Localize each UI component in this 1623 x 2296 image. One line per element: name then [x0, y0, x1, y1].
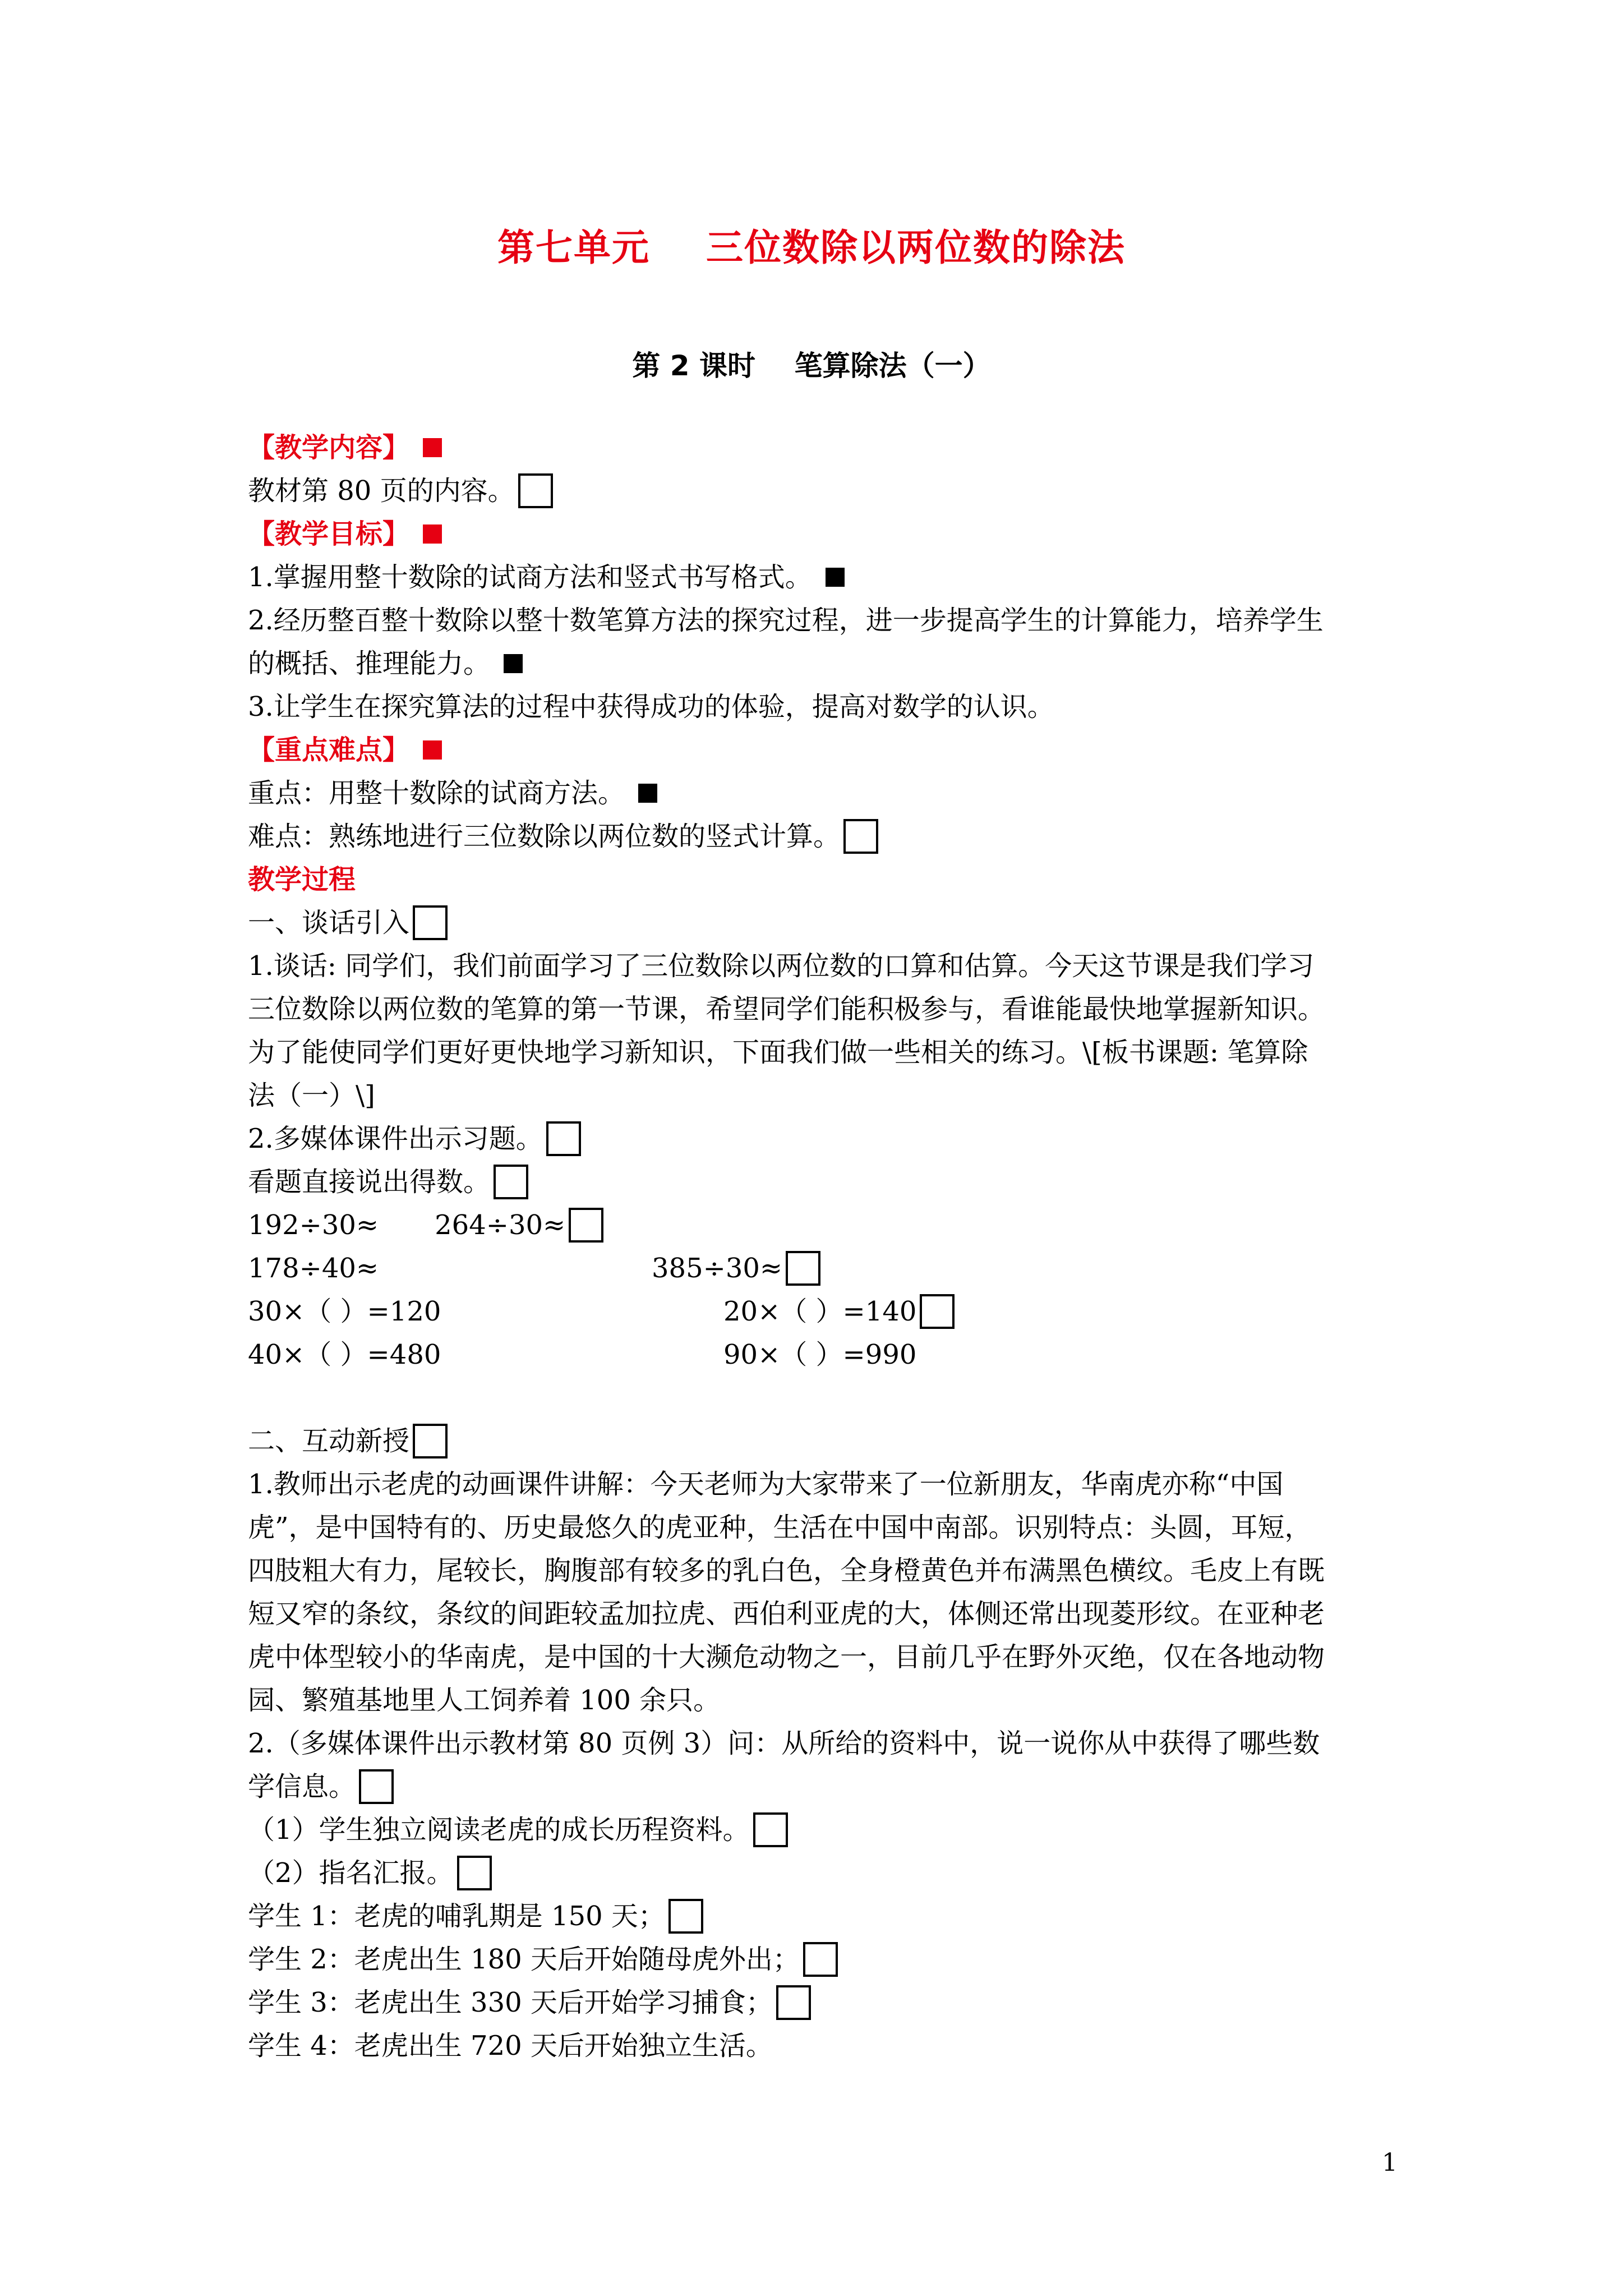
paragraph-text: 为了能使同学们更好更快地学习新知识，下面我们做一些相关的练习。\[板书课题: 笔算除 — [248, 1037, 1308, 1068]
paragraph-text: 教材第 80 页的内容。 — [248, 475, 515, 507]
paragraph-text: 1.教师出示老虎的动画课件讲解：今天老师为大家带来了一位新朋友，华南虎亦称“中国 — [248, 1469, 1284, 1500]
exercise-item: 40×（ ）=480 — [248, 1339, 441, 1370]
paragraph-text: （1）学生独立阅读老虎的成长历程资料。 — [248, 1814, 750, 1846]
section-heading: 【重点难点】 — [248, 734, 410, 766]
paragraph-text: 看题直接说出得数。 — [248, 1166, 491, 1198]
empty-box-mark — [776, 1985, 811, 2020]
empty-box-mark — [413, 905, 448, 940]
section-heading: 教学过程 — [248, 864, 356, 895]
exercise-item: 264÷30≈ — [435, 1209, 566, 1241]
text-line — [248, 1636, 1403, 1679]
empty-box-mark — [803, 1942, 838, 1977]
text-line — [248, 1895, 1403, 1938]
text-line — [248, 1679, 1403, 1722]
exercise-row — [248, 1204, 1403, 1247]
exercise-item: 385÷30≈ — [652, 1253, 783, 1284]
paragraph-text: 3.让学生在探究算法的过程中获得成功的体验，提高对数学的认识。 — [248, 691, 1054, 723]
paragraph-text: 四肢粗大有力，尾较长，胸腹部有较多的乳白色，全身橙黄色并布满黑色横纹。毛皮上有既 — [248, 1555, 1325, 1586]
text-line — [248, 988, 1403, 1031]
empty-box-mark — [494, 1165, 528, 1199]
text-line — [248, 1161, 1403, 1204]
text-line — [248, 685, 1403, 729]
paragraph-text: 三位数除以两位数的笔算的第一节课，希望同学们能积极参与，看谁能最快地掌握新知识。 — [248, 993, 1325, 1025]
text-line — [248, 1506, 1403, 1549]
paragraph-text: 学信息。 — [248, 1771, 356, 1802]
text-line — [248, 1074, 1403, 1117]
paragraph-text: 学生 2：老虎出生 180 天后开始随母虎外出； — [248, 1944, 800, 1975]
text-line — [248, 1031, 1403, 1074]
text-line — [248, 772, 1403, 815]
text-line — [248, 1981, 1403, 2024]
paragraph-text: 2.经历整百整十数除以整十数笔算方法的探究过程，进一步提高学生的计算能力，培养学生 — [248, 605, 1324, 636]
process-heading-line — [248, 858, 1403, 901]
text-line — [248, 1765, 1403, 1809]
text-line — [248, 599, 1403, 642]
content-heading-line — [248, 426, 1403, 470]
paragraph-text: 重点：用整十数除的试商方法。 — [248, 777, 625, 809]
text-line — [248, 1852, 1403, 1895]
text-line — [248, 1593, 1403, 1636]
spacer — [248, 1377, 1403, 1420]
part-heading: 一、谈话引入 — [248, 907, 410, 938]
text-line — [248, 1938, 1403, 1981]
paragraph-text: 学生 3：老虎出生 330 天后开始学习捕食； — [248, 1987, 773, 2018]
black-square-mark — [504, 654, 523, 673]
paragraph-text: 难点：熟练地进行三位数除以两位数的竖式计算。 — [248, 821, 841, 852]
text-line — [248, 901, 1403, 945]
text-line — [248, 1722, 1403, 1765]
empty-box-mark — [413, 1424, 448, 1458]
text-line — [248, 470, 1403, 513]
paragraph-text: 学生 1：老虎的哺乳期是 150 天； — [248, 1901, 665, 1932]
paragraph-text: 法（一）\] — [248, 1080, 375, 1111]
exercise-item: 192÷30≈ — [248, 1209, 379, 1241]
empty-box-mark — [753, 1812, 788, 1847]
exercise-item: 90×（ ）=990 — [723, 1339, 917, 1370]
paragraph-text: 短又窄的条纹，条纹的间距较孟加拉虎、西伯利亚虎的大，体侧还常出现菱形纹。在亚种老 — [248, 1598, 1325, 1630]
paragraph-text: 虎中体型较小的华南虎，是中国的十大濒危动物之一，目前几乎在野外灭绝，仅在各地动物 — [248, 1641, 1325, 1673]
page-number: 1 — [1382, 2148, 1398, 2177]
exercise-item: 20×（ ）=140 — [723, 1296, 917, 1327]
text-line — [248, 815, 1403, 858]
lesson-subtitle: 第 2 课时 笔算除法（一） — [632, 349, 991, 382]
exercise-row — [248, 1333, 1403, 1377]
empty-box-mark — [668, 1899, 703, 1934]
exercise-row — [248, 1290, 1403, 1333]
section-heading: 【教学目标】 — [248, 518, 410, 550]
text-line — [248, 642, 1403, 685]
red-square-mark — [423, 438, 442, 457]
paragraph-text: 1.掌握用整十数除的试商方法和竖式书写格式。 — [248, 562, 812, 593]
text-line — [248, 1117, 1403, 1161]
key-heading-line — [248, 729, 1403, 772]
black-square-mark — [826, 568, 845, 587]
text-line — [248, 945, 1403, 988]
text-line — [248, 556, 1403, 599]
empty-box-mark — [843, 819, 878, 854]
text-line — [248, 2024, 1403, 2068]
empty-box-mark — [569, 1208, 603, 1243]
unit-title-right: 三位数除以两位数的除法 — [706, 226, 1126, 269]
paragraph-text: 虎”，是中国特有的、历史最悠久的虎亚种，生活在中国中南部。识别特点：头圆，耳短， — [248, 1512, 1312, 1543]
text-line — [248, 1549, 1403, 1593]
text-line — [248, 1420, 1403, 1463]
empty-box-mark — [546, 1121, 581, 1156]
unit-title — [0, 218, 1623, 271]
text-line — [248, 1809, 1403, 1852]
empty-box-mark — [920, 1294, 955, 1329]
red-square-mark — [423, 740, 442, 760]
section-heading: 【教学内容】 — [248, 432, 410, 463]
red-square-mark — [423, 524, 442, 544]
text-line — [248, 1463, 1403, 1506]
exercise-item: 178÷40≈ — [248, 1253, 379, 1284]
unit-title-left: 第七单元 — [497, 226, 651, 269]
paragraph-text: 2.（多媒体课件出示教材第 80 页例 3）问：从所给的资料中，说一说你从中获得了哪些数 — [248, 1728, 1320, 1759]
paragraph-text: （2）指名汇报。 — [248, 1857, 454, 1889]
exercise-item: 30×（ ）=120 — [248, 1296, 441, 1327]
document-body — [248, 426, 1403, 2068]
empty-box-mark — [786, 1251, 820, 1286]
part-heading: 二、互动新授 — [248, 1425, 410, 1457]
black-square-mark — [638, 784, 657, 803]
paragraph-text: 的概括、推理能力。 — [248, 648, 491, 679]
paragraph-text: 学生 4：老虎出生 720 天后开始独立生活。 — [248, 2030, 773, 2062]
exercise-row — [248, 1247, 1403, 1290]
goals-heading-line — [248, 513, 1403, 556]
paragraph-text: 1.谈话: 同学们，我们前面学习了三位数除以两位数的口算和估算。今天这节课是我们学习 — [248, 950, 1315, 982]
empty-box-mark — [457, 1856, 492, 1890]
paragraph-text: 园、繁殖基地里人工饲养着 100 余只。 — [248, 1685, 721, 1716]
empty-box-mark — [359, 1769, 394, 1804]
empty-box-mark — [518, 473, 553, 508]
paragraph-text: 2.多媒体课件出示习题。 — [248, 1123, 543, 1154]
